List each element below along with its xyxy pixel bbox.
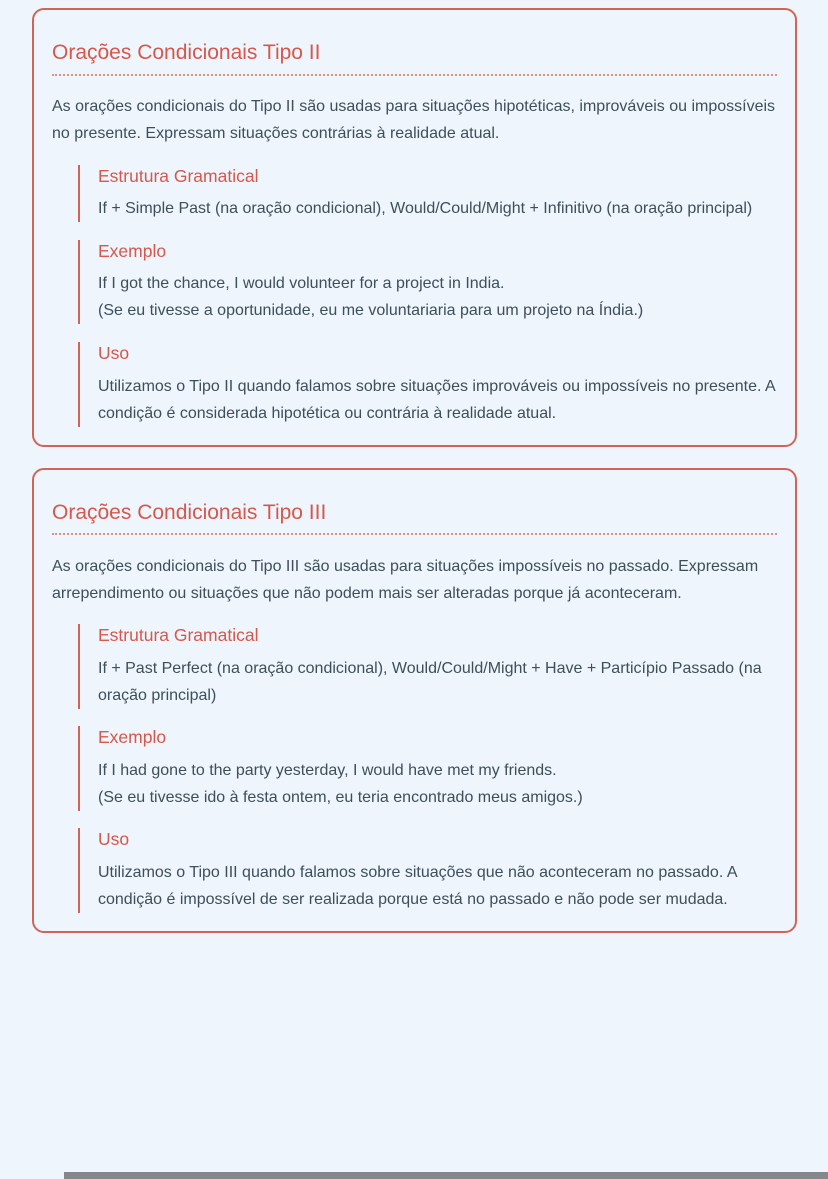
section-text-line: If + Simple Past (na oração condicional), Would/Could/Might + Infinitivo (na oração principal)	[98, 200, 753, 218]
section-body	[98, 655, 777, 709]
section-title: Exemplo	[98, 240, 167, 261]
section-estrutura-gramatical	[78, 624, 777, 709]
section-text-line: Utilizamos o Tipo II quando falamos sobre situações improváveis ou impossíveis no presente. A condição é considerada hipotética ou contrária à realidade atual.	[98, 377, 775, 422]
section-estrutura-gramatical	[78, 165, 777, 223]
section-title: Uso	[98, 829, 130, 850]
section-title: Estrutura Gramatical	[98, 625, 259, 646]
card-intro-text: As orações condicionais do Tipo III são usadas para situações impossíveis no passado. Expressam arrependimento ou situações que não podem mais ser alteradas porque já aconteceram.	[52, 557, 759, 602]
section-uso	[78, 828, 777, 913]
section-body	[98, 270, 777, 324]
section-text-line: If + Past Perfect (na oração condicional), Would/Could/Might + Have + Particípio Passado (na oração principal)	[98, 659, 762, 704]
section-body	[98, 373, 777, 427]
section-title: Estrutura Gramatical	[98, 165, 259, 186]
horizontal-scrollbar[interactable]	[64, 1172, 828, 1179]
section-text-line: Utilizamos o Tipo III quando falamos sobre situações que não aconteceram no passado. A condição é impossível de ser realizada porque está no passado e não pode ser mudada.	[98, 864, 737, 909]
card-title: Orações Condicionais Tipo II	[52, 39, 777, 75]
section-body	[98, 757, 777, 811]
section-title: Exemplo	[98, 727, 167, 748]
section-uso	[78, 342, 777, 427]
card-intro-text: As orações condicionais do Tipo II são usadas para situações hipotéticas, improváveis ou impossíveis no presente. Expressam situações contrárias à realidade atual.	[52, 98, 776, 143]
card-conditional-type-ii	[32, 8, 797, 447]
example-sentence: If I got the chance, I would volunteer for a project in India.	[98, 275, 505, 293]
section-exemplo	[78, 240, 777, 325]
example-sentence: If I had gone to the party yesterday, I would have met my friends.	[98, 761, 557, 779]
card-title: Orações Condicionais Tipo III	[52, 499, 777, 535]
section-title: Uso	[98, 342, 130, 363]
example-translation: (Se eu tivesse a oportunidade, eu me voluntariaria para um projeto na Índia.)	[98, 302, 644, 320]
section-body	[98, 195, 777, 222]
example-translation: (Se eu tivesse ido à festa ontem, eu teria encontrado meus amigos.)	[98, 788, 583, 806]
section-body	[98, 859, 777, 913]
section-exemplo	[78, 726, 777, 811]
card-conditional-type-iii	[32, 468, 797, 934]
